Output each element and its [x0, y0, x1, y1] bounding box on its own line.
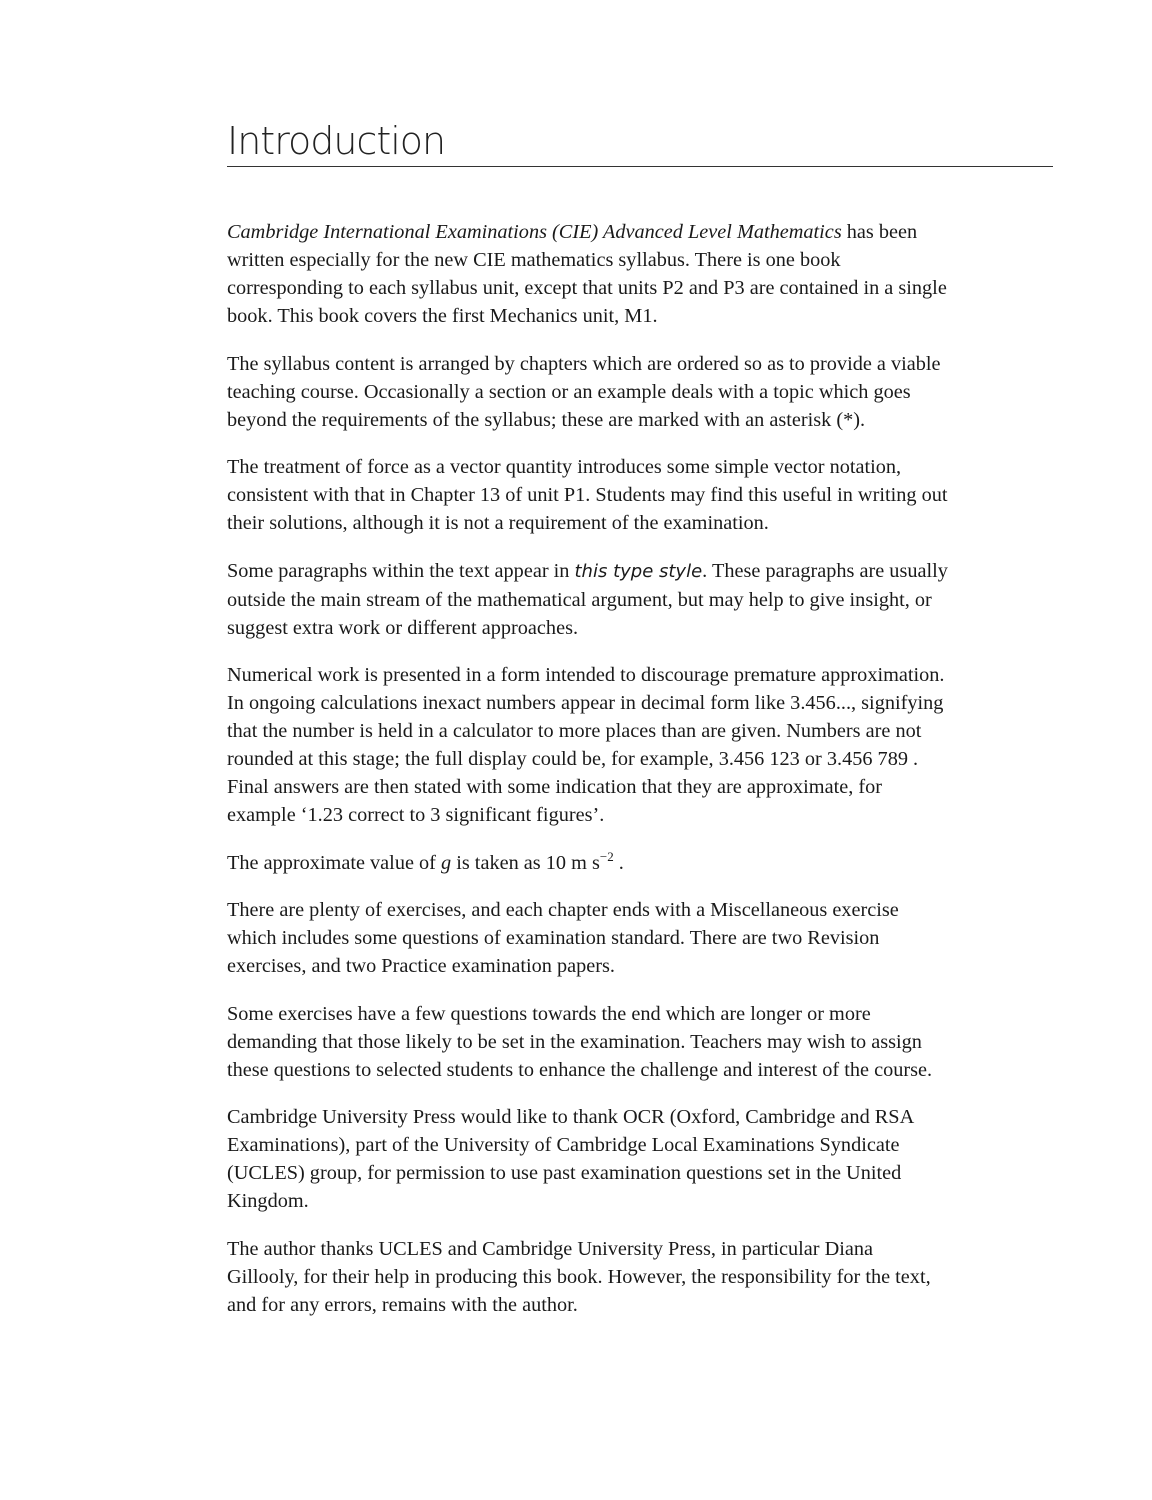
text-line: Examinations), part of the University of Cambridge Local Examinations Syndicate	[227, 1134, 900, 1156]
text-line: beyond the requirements of the syllabus; these are marked with an asterisk (*).	[227, 408, 866, 431]
paragraph-gravity-value	[227, 849, 1017, 877]
text-fragment: Some paragraphs within the text appear in	[227, 559, 575, 582]
type-style-sample: this type style	[574, 560, 703, 582]
text-line: example ‘1.23 correct to 3 significant figures’.	[227, 804, 605, 826]
text-line: outside the main stream of the mathematical argument, but may help to give insight, or	[227, 588, 932, 611]
text-line	[227, 218, 1017, 246]
text-line: There are plenty of exercises, and each chapter ends with a Miscellaneous exercise	[227, 899, 899, 921]
text-line: rounded at this stage; the full display could be, for example, 3.456 123 or 3.456 789 .	[227, 748, 919, 770]
text-line: Some exercises have a few questions towards the end which are longer or more	[227, 1002, 871, 1025]
paragraph-book-series	[227, 218, 1017, 330]
text-line: consistent with that in Chapter 13 of unit P1. Students may find this useful in writing out	[227, 484, 948, 506]
text-line: teaching course. Occasionally a section or an example deals with a topic which goes	[227, 380, 911, 403]
paragraph-exercises	[227, 896, 1017, 980]
text-line: In ongoing calculations inexact numbers appear in decimal form like 3.456..., signifying	[227, 692, 944, 714]
text-line	[227, 557, 1017, 586]
text-line: their solutions, although it is not a requirement of the examination.	[227, 512, 769, 534]
text-line: book. This book covers the first Mechanics unit, M1.	[227, 305, 658, 327]
text-fragment: is taken as 10 m s	[451, 851, 600, 874]
paragraph-author-thanks	[227, 1235, 1017, 1319]
text-line: The syllabus content is arranged by chapters which are ordered so as to provide a viable	[227, 352, 941, 375]
text-line: exercises, and two Practice examination papers.	[227, 955, 616, 977]
paragraph-type-style	[227, 557, 1017, 642]
paragraph-syllabus-content	[227, 350, 1017, 434]
text-line: corresponding to each syllabus unit, except that units P2 and P3 are contained in a single	[227, 277, 947, 299]
text-line: written especially for the new CIE mathematics syllabus. There is one book	[227, 249, 841, 271]
text-line: Kingdom.	[227, 1190, 309, 1212]
text-line: which includes some questions of examination standard. There are two Revision	[227, 927, 880, 949]
text-line: and for any errors, remains with the author.	[227, 1293, 578, 1316]
page-title: Introduction	[227, 119, 446, 163]
text-line: Final answers are then stated with some indication that they are approximate, for	[227, 776, 882, 798]
text-fragment: .	[613, 851, 624, 874]
text-line: (UCLES) group, for permission to use past examination questions set in the United	[227, 1162, 902, 1184]
text-fragment: has been	[841, 221, 918, 243]
text-line: these questions to selected students to enhance the challenge and interest of the course.	[227, 1058, 933, 1081]
text-line: Gillooly, for their help in producing this book. However, the responsibility for the text,	[227, 1265, 931, 1288]
paragraph-acknowledgement-ocr	[227, 1103, 1017, 1215]
series-title: Cambridge International Examinations (CIE) Advanced Level Mathematics	[227, 221, 842, 243]
text-line: demanding that those likely to be set in the examination. Teachers may wish to assign	[227, 1030, 922, 1053]
text-line: suggest extra work or different approaches.	[227, 616, 579, 639]
text-line: The treatment of force as a vector quantity introduces some simple vector notation,	[227, 456, 902, 478]
text-line: The author thanks UCLES and Cambridge University Press, in particular Diana	[227, 1237, 874, 1260]
text-line: that the number is held in a calculator to more places than are given. Numbers are not	[227, 720, 922, 742]
paragraph-vector-notation	[227, 453, 1017, 537]
text-line: Cambridge University Press would like to thank OCR (Oxford, Cambridge and RSA	[227, 1106, 915, 1128]
text-fragment: The approximate value of	[227, 851, 441, 874]
exponent: −2	[599, 848, 614, 864]
g-symbol: g	[441, 851, 452, 874]
text-line: Numerical work is presented in a form intended to discourage premature approximation.	[227, 664, 945, 686]
text-fragment: . These paragraphs are usually	[702, 559, 948, 582]
heading-divider	[227, 166, 1053, 167]
text-line	[227, 849, 1017, 877]
paragraph-numerical-work	[227, 661, 1017, 829]
paragraph-demanding-questions	[227, 1000, 1017, 1084]
body-text	[227, 218, 1017, 1338]
